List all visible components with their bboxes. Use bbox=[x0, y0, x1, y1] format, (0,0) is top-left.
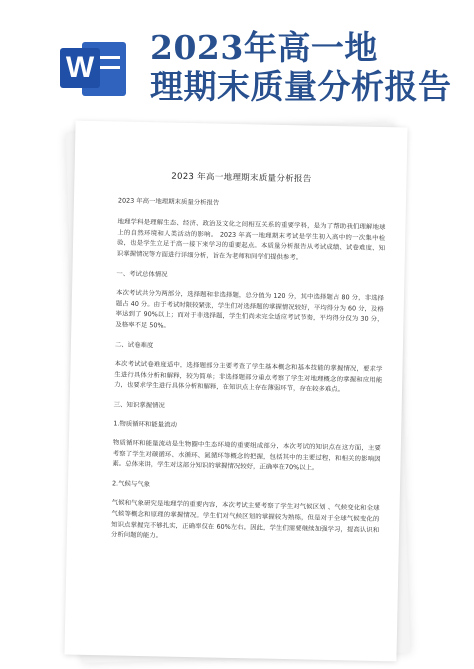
subsection-2-heading: 2.气候与气象 bbox=[111, 479, 151, 489]
banner-title bbox=[150, 28, 470, 106]
document-title: 2023 年高一地理期末质量分析报告 bbox=[171, 171, 312, 185]
section-1-paragraph: 本次考试共分为两部分，选择题和非选择题，总分值为 120 分，其中选择题占 80 分，非选择题占 40 分。由于考试时限较紧张，学生们对选择题的掌握情况较好，平均得分为 60 分，及格率达到了 90%以上；而对于非选择题，学生们尚未完全适应考试节奏，平均得分仅为 30 分，及格率不足 50%。 bbox=[115, 288, 385, 330]
word-document-icon bbox=[60, 38, 126, 100]
section-3-heading: 三、知识掌握情况 bbox=[113, 400, 165, 410]
word-icon-letter: W bbox=[60, 48, 100, 88]
banner-title-line-2: 理期末质量分析报告 bbox=[150, 67, 452, 106]
document-page bbox=[64, 121, 407, 662]
section-2-paragraph: 本次考试试卷难度适中，选择题部分主要考查了学生基本概念和基本技能的掌握情况，要求学生进行具体分析和解释，较为简单；非选择题部分重点考察了学生对地理概念的掌握和应用能力，也要求学生进行具体分析和解释，在知识点上存在薄弱环节，存在较多难点。 bbox=[114, 359, 383, 394]
subsection-1-heading: 1.物质循环和能量流动 bbox=[113, 419, 177, 429]
intro-paragraph: 地理学科是理解生态、经济、政治及文化之间相互关系的重要学科，是为了帮助我们理解地球上的自然环境和人类活动的影响。 2023 年高一地理期末考试是学生初入高中的一次集中检验，也是学生立足于高一接下来学习的重要起点。本质量分析报告从考试成绩、试卷难度、知识掌握情况等方面进行详细分析，旨在为老师和同学们提供参考。 bbox=[116, 217, 386, 262]
banner-title-line-1: 2023年高一地 bbox=[150, 28, 378, 67]
banner bbox=[0, 0, 474, 120]
subsection-2-paragraph: 气候和气象研究是地理学的重要内容，本次考试主要考察了学生对气候区划 、气候变化和全球气候等概念和原理的掌握情况。学生们对气候区划的掌握较为熟练，但是对于全球气候变化的知识点掌握完不够扎实，正确率仅在 60%左右。因此，学生们需要继续加强学习，提高认识和分析问题的能力。 bbox=[110, 498, 380, 540]
section-2-heading: 二、试卷难度 bbox=[114, 340, 154, 350]
subsection-1-paragraph: 物质循环和能量流动是生物圈中生态环境的重要组成部分，本次考试的知识点在这方面，主要考察了学生对碳循环、水循环、氮循环等概念的把握，包括其中的主要过程，和相关的影响因素。总体来讲，学生对这部分知识的掌握情况较好，正确率在70%以上。 bbox=[112, 438, 381, 473]
document-subtitle: 2023 年高一地理期末质量分析报告 bbox=[117, 196, 220, 207]
section-1-heading: 一、考试总体情况 bbox=[116, 269, 168, 279]
